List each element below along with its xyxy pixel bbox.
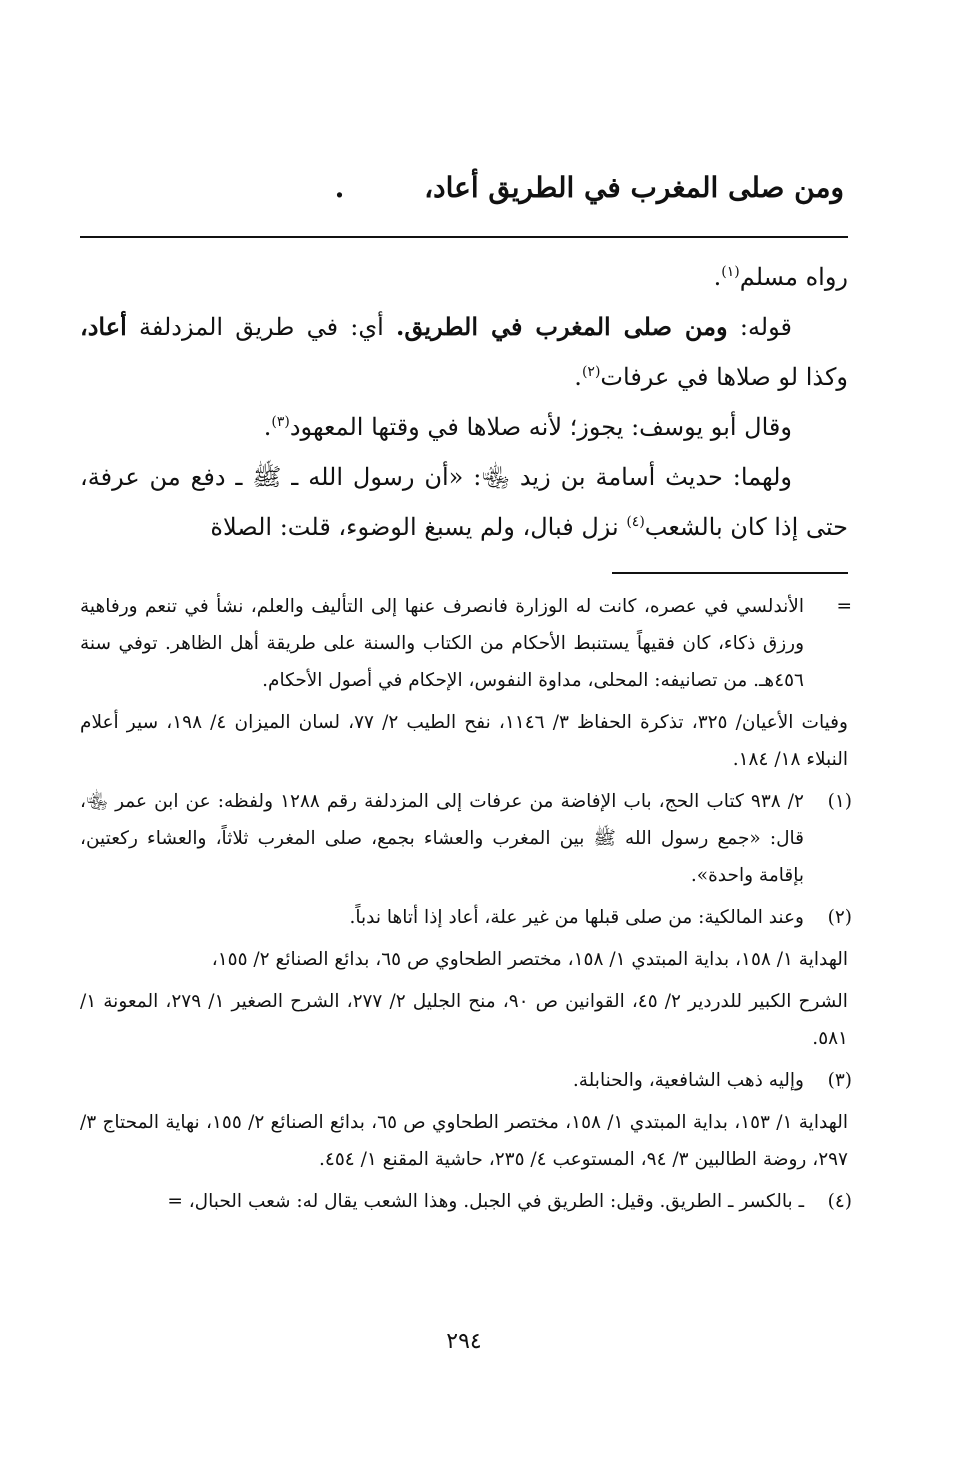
footnote-ref-4: (٤)	[626, 514, 645, 530]
main-text	[80, 252, 848, 552]
footnote-ref-2: (٢)	[581, 364, 601, 380]
continuation-mark: =	[836, 596, 852, 617]
book-page	[80, 0, 852, 1476]
footnote-number: (١)	[827, 791, 852, 812]
heading-text: ومن صلى المغرب في الطريق أعاد،	[424, 171, 844, 204]
quoted-matn: ومن صلى المغرب في الطريق.	[396, 312, 728, 341]
footnote-2: (٢) وعند المالكية: من صلى قبلها من غير علة، أعاد إذا أتاها ندباً.	[80, 899, 848, 936]
footnote-ref-3: (٣)	[271, 414, 290, 430]
heading-dot: .	[334, 171, 345, 204]
section-heading	[76, 168, 844, 208]
footnote-ref-1: (١)	[721, 264, 740, 280]
footnote-references: وفيات الأعيان/ ٣٢٥، تذكرة الحفاظ ٣/ ١١٤٦، نفح الطيب ٢/ ٧٧، لسان الميزان ٤/ ١٩٨، سير أعلام النبلاء ١٨/ ١٨٤.	[80, 712, 848, 770]
footnote-4: (٤) ـ بالكسر ـ الطريق. وقيل: الطريق في الجبل. وهذا الشعب يقال له: شعب الحبال، =	[80, 1183, 848, 1220]
paragraph-4: ولهما: حديث أسامة بن زيد ﵄: «أن رسول الله ـ ﷺ ـ دفع من عرفة، حتى إذا كان بالشعب$^{(٤)}$ نزل فبال، ولم يسبغ الوضوء، قلت: الصلاة	[80, 463, 848, 541]
paragraph-1: رواه مسلم$^{(١)}$.	[713, 263, 848, 291]
heading-divider	[80, 236, 848, 238]
footnote-references: الهداية ١/ ١٥٨، بداية المبتدي ١/ ١٥٨، مختصر الطحاوي ص ٦٥، بدائع الصنائع ٢/ ١٥٥،	[211, 949, 848, 970]
footnotes	[80, 588, 852, 1225]
footnote-references: الشرح الكبير للدردير ٢/ ٤٥، القوانين ص ٩٠، منح الجليل ٢/ ٢٧٧، الشرح الصغير ١/ ٢٧٩، المعونة ١/ ٥٨١.	[80, 991, 848, 1049]
footnote-number: (٤)	[827, 1191, 852, 1212]
footnote-references: الهداية ١/ ١٥٣، بداية المبتدي ١/ ١٥٨، مختصر الطحاوي ص ٦٥، بدائع الصنائع ٢/ ١٥٥، نهاية المحتاج ٣/ ٢٩٧، روضة الطالبين ٣/ ٩٤، المستوعب ٤/ ٢٣٥، حاشية المقنع ١/ ٤٥٤.	[80, 1112, 848, 1170]
footnote-number: (٢)	[827, 907, 852, 928]
footnote-continuation: = الأندلسي في عصره، كانت له الوزارة فانصرف عنها إلى التأليف والعلم، نشأ في تنعم ورفاهية ورزق ذكاء، كان فقيهاً يستنبط الأحكام من الكتاب والسنة على طريقة أهل الظاهر. توفي سنة ٤٥٦هـ. من تصانيفه: المحلى، مداوة النفوس، الإحكام في أصول الأحكام.	[80, 588, 848, 699]
footnote-divider	[612, 572, 848, 574]
footnote-1: (١) ٢/ ٩٣٨ كتاب الحج، باب الإفاضة من عرفات إلى المزدلفة رقم ١٢٨٨ ولفظه: عن ابن عمر ﵄، قال: «جمع رسول الله ﷺ بين المغرب والعشاء بجمع، صلى المغرب ثلاثاً، والعشاء ركعتين، بإقامة واحدة».	[80, 783, 848, 894]
footnote-number: (٣)	[827, 1070, 852, 1091]
paragraph-2: قوله: ومن صلى المغرب في الطريق. أي: في طريق المزدلفة أعاد، وكذا لو صلاها في عرفات$^{(٢)}$.	[80, 312, 848, 391]
page-number: ٢٩٤	[446, 1329, 482, 1354]
paragraph-3: وقال أبو يوسف: يجوز؛ لأنه صلاها في وقتها المعهود$^{(٣)}$.	[263, 413, 792, 441]
footnote-3: (٣) وإليه ذهب الشافعية، والحنابلة.	[80, 1062, 848, 1099]
